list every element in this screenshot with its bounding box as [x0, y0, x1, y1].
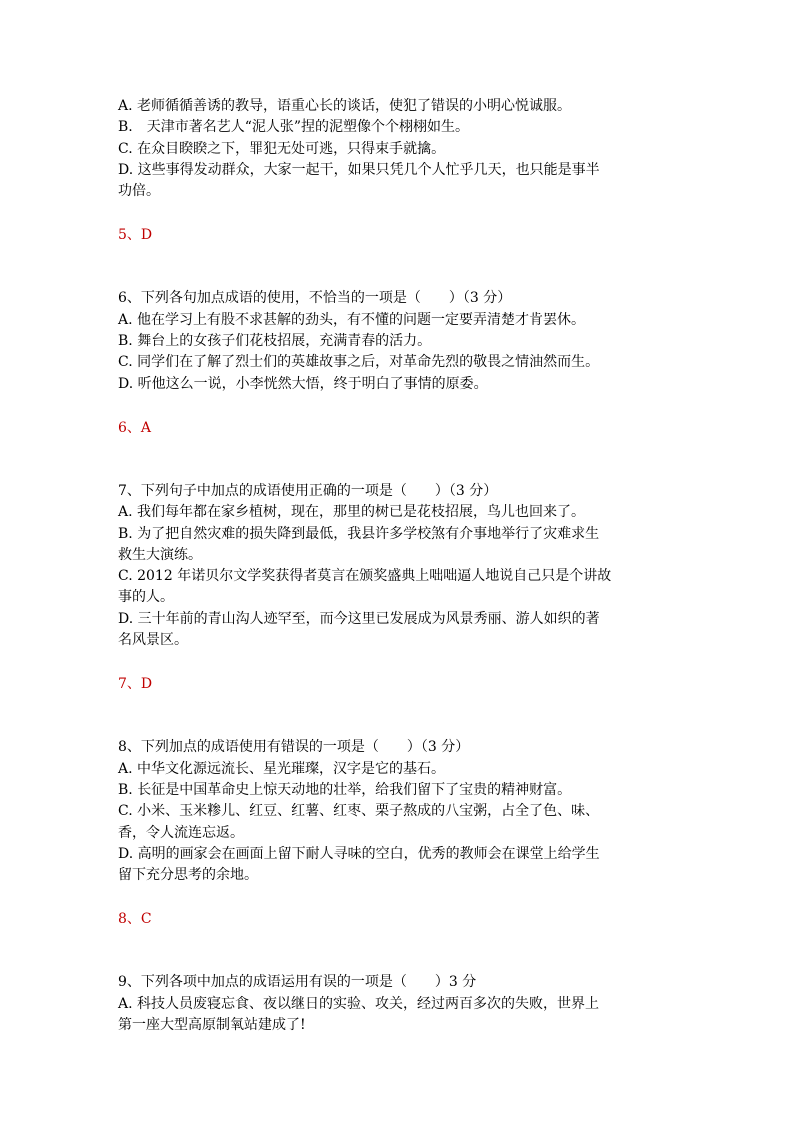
option-line: 名风景区。	[118, 632, 188, 649]
answer-label: 8、C	[118, 911, 152, 928]
document-page	[118, 96, 684, 1036]
option-line: B. 舞台上的女孩子们花枝招展，充满青春的活力。	[118, 333, 432, 350]
answer-label: 6、A	[118, 419, 152, 436]
answer-label: 7、D	[118, 676, 153, 693]
question-stem: 7、下列句子中加点的成语使用正确的一项是（ ）（3 分）	[118, 482, 498, 499]
option-line: D. 三十年前的青山沟人迹罕至，而今这里已发展成为风景秀丽、游人如织的著	[118, 610, 600, 627]
option-line: C. 同学们在了解了烈士们的英雄故事之后，对革命先烈的敬畏之情油然而生。	[118, 354, 600, 371]
option-line: 事的人。	[118, 589, 174, 606]
question-stem: 6、下列各句加点成语的使用，不恰当的一项是（ ）（3 分）	[118, 290, 512, 307]
option-line: 功倍。	[118, 183, 160, 200]
question-block-7	[118, 481, 684, 737]
option-line: 留下充分思考的余地。	[118, 867, 258, 884]
option-line: A. 老师循循善诱的教导，语重心长的谈话，使犯了错误的小明心悦诚服。	[118, 98, 572, 114]
option-line: C. 在众目睽睽之下，罪犯无处可逃，只得束手就擒。	[118, 140, 446, 157]
question-block-9	[118, 972, 684, 1036]
option-line: A. 我们每年都在家乡植树，现在，那里的树已是花枝招展，鸟儿也回来了。	[118, 504, 586, 521]
question-block-5	[118, 96, 684, 288]
option-line: D. 这些事得发动群众，大家一起干，如果只凭几个人忙乎几天，也只能是事半	[118, 161, 600, 178]
option-line: C. 小米、玉米糁儿、红豆、红薯、红枣、栗子熬成的八宝粥，占全了色、味、	[118, 803, 600, 820]
answer-label: 5、D	[118, 227, 153, 244]
option-line: B. 为了把自然灾难的损失降到最低，我县许多学校煞有介事地举行了灾难求生	[118, 525, 600, 542]
option-line: 香，令人流连忘返。	[118, 824, 244, 841]
option-line: 第一座大型高原制氧站建成了!	[118, 1017, 306, 1034]
option-line: C. 2012 年诺贝尔文学奖获得者莫言在颁奖盛典上咄咄逼人地说自己只是个讲故	[118, 568, 612, 585]
option-line: B. 长征是中国革命史上惊天动地的壮举，给我们留下了宝贵的精神财富。	[118, 781, 572, 798]
option-line: D. 高明的画家会在画面上留下耐人寻味的空白，优秀的教师会在课堂上给学生	[118, 845, 600, 862]
option-line: D. 听他这么一说，小李恍然大悟，终于明白了事情的原委。	[118, 375, 488, 392]
option-line: A. 他在学习上有股不求甚解的劲头，有不懂的问题一定要弄清楚才肯罢休。	[118, 311, 586, 328]
option-line: A. 中华文化源远流长、星光璀璨，汉字是它的基石。	[118, 760, 446, 777]
option-line: B. 天津市著名艺人“泥人张”捏的泥塑像个个栩栩如生。	[118, 119, 470, 136]
option-line: A. 科技人员废寝忘食、夜以继日的实验、攻关，经过两百多次的失败，世界上	[118, 995, 600, 1012]
question-block-8	[118, 737, 684, 972]
question-stem: 9、下列各项中加点的成语运用有误的一项是（ ）3 分	[118, 974, 477, 991]
question-block-6	[118, 288, 684, 480]
question-stem: 8、下列加点的成语使用有错误的一项是（ ）（3 分）	[118, 739, 470, 756]
option-line: 救生大演练。	[118, 546, 202, 563]
